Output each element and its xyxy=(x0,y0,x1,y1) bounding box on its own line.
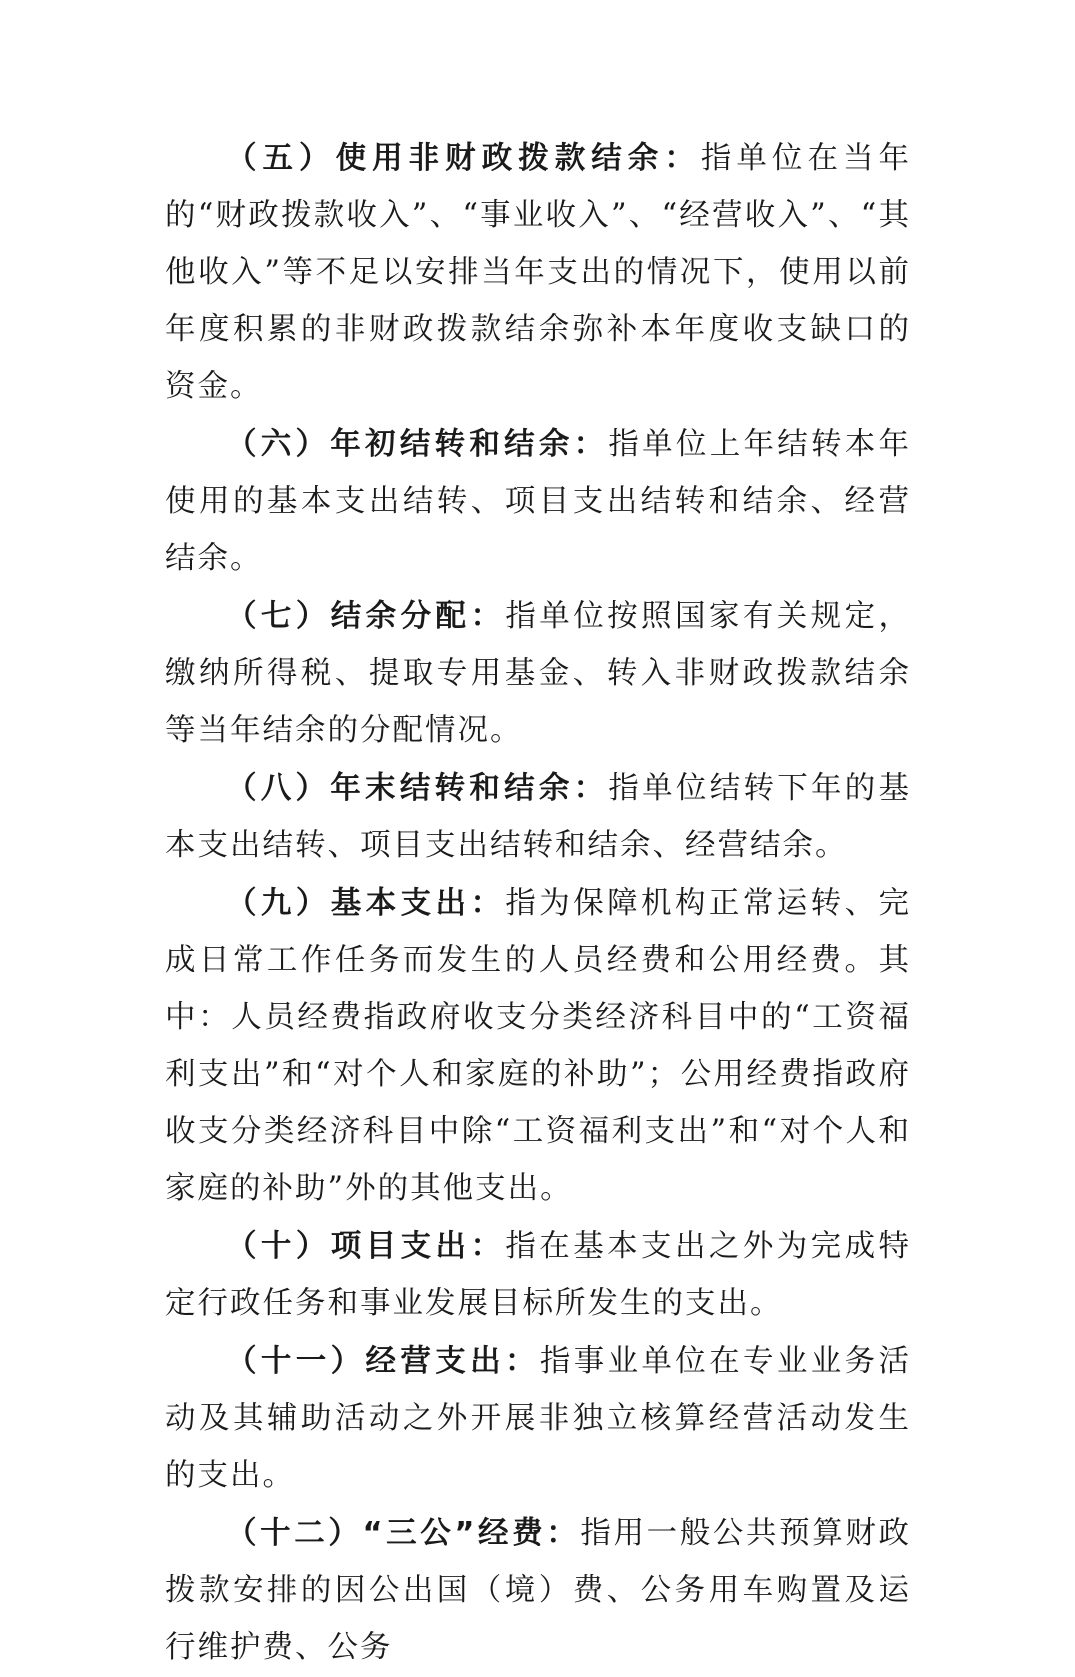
paragraph-7 xyxy=(165,588,911,759)
paragraph-text: 指为保障机构正常运转、完成日常工作任务而发生的人员经费和公用经费。其中：人员经费指政府收支分类经济科目中的“工资福利支出”和“对个人和家庭的补助”；公用经费指政府收支分类经济科目中除“工资福利支出”和“对个人和家庭的补助”外的其他支出。 xyxy=(165,886,912,1206)
paragraph-text: 指单位上年结转本年使用的基本支出结转、项目支出结转和结余、经营结余。 xyxy=(165,427,912,576)
paragraph-12 xyxy=(165,1505,911,1676)
paragraph-text: 指单位按照国家有关规定，缴纳所得税、提取专用基金、转入非财政拨款结余等当年结余的分配情况。 xyxy=(165,599,912,748)
paragraph-term: （十）项目支出： xyxy=(226,1229,506,1264)
paragraph-text: 指用一般公共预算财政拨款安排的因公出国（境）费、公务用车购置及运行维护费、公务 xyxy=(165,1516,912,1665)
paragraph-5 xyxy=(165,130,911,415)
paragraph-term: （六）年初结转和结余： xyxy=(226,427,609,462)
document-body xyxy=(165,130,911,1677)
paragraph-term: （十一）经营支出： xyxy=(226,1344,540,1379)
paragraph-term: （八）年末结转和结余： xyxy=(226,771,609,806)
paragraph-10 xyxy=(165,1218,911,1332)
paragraph-9 xyxy=(165,875,911,1217)
paragraph-text: 指单位结转下年的基本支出结转、项目支出结转和结余、经营结余。 xyxy=(165,771,912,863)
paragraph-text: 指在基本支出之外为完成特定行政任务和事业发展目标所发生的支出。 xyxy=(165,1229,912,1321)
paragraph-6 xyxy=(165,416,911,587)
paragraph-text: 指事业单位在专业业务活动及其辅助活动之外开展非独立核算经营活动发生的支出。 xyxy=(165,1344,912,1493)
paragraph-11 xyxy=(165,1333,911,1504)
paragraph-8 xyxy=(165,760,911,874)
paragraph-term: （五）使用非财政拨款结余： xyxy=(226,141,701,176)
paragraph-term: （九）基本支出： xyxy=(226,886,506,921)
paragraph-text: 指单位在当年的“财政拨款收入”、“事业收入”、“经营收入”、“其他收入”等不足以安排当年支出的情况下，使用以前年度积累的非财政拨款结余弥补本年度收支缺口的资金。 xyxy=(165,141,912,404)
paragraph-term: （七）结余分配： xyxy=(226,599,506,634)
paragraph-term: （十二）“三公”经费： xyxy=(226,1516,581,1551)
